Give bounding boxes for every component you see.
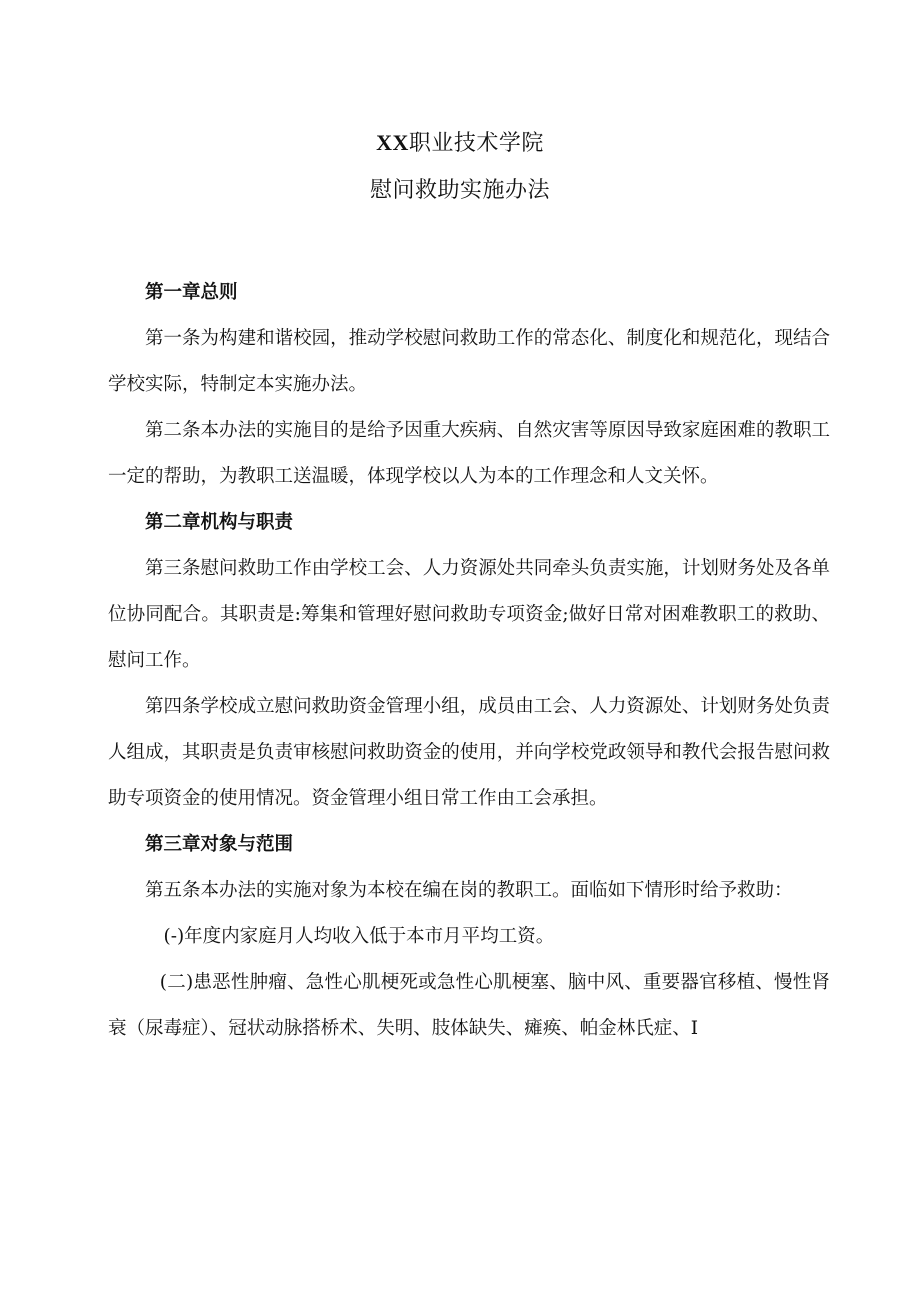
title-rest: 职业技术学院 (408, 131, 544, 156)
article-5: 第五条本办法的实施对象为本校在编在岗的教职工。面临如下情形时给予救助： (145, 880, 793, 901)
chapter-3-heading: 第三章对象与范围 (145, 834, 294, 855)
document-title (0, 128, 920, 159)
chapter-1-heading: 第一章总则 (145, 282, 238, 303)
article-2: 第二条本办法的实施目的是给予因重大疾病、自然灾害等原因导致家庭困难的教职工一定的帮助，为教职工送温暖，体现学校以人为本的工作理念和人文关怀。 (108, 420, 830, 487)
article-4: 第四条学校成立慰问救助资金管理小组，成员由工会、人力资源处、计划财务处负责人组成，其职责是负责审核慰问救助资金的使用，并向学校党政领导和教代会报告慰问救助专项资金的使用情况。资金管理小组日常工作由工会承担。 (108, 696, 830, 809)
list-item-2: (二)患恶性肿瘤、急性心肌梗死或急性心肌梗塞、脑中风、重要器官移植、慢性肾衰（尿毒症）、冠状动脉搭桥术、失明、肢体缺失、瘫痪、帕金林氏症、I (108, 972, 830, 1039)
chapter-2-heading: 第二章机构与职责 (145, 512, 294, 533)
article-1: 第一条为构建和谐校园，推动学校慰问救助工作的常态化、制度化和规范化，现结合学校实际，特制定本实施办法。 (108, 328, 830, 395)
document-body (108, 270, 830, 1052)
title-prefix: XX (376, 130, 409, 155)
article-3: 第三条慰问救助工作由学校工会、人力资源处共同牵头负责实施，计划财务处及各单位协同配合。其职责是:筹集和管理好慰问救助专项资金;做好日常对困难教职工的救助、慰问工作。 (108, 558, 830, 671)
document-subtitle: 慰问救助实施办法 (369, 178, 550, 203)
list-item-1: (-)年度内家庭月人均收入低于本市月平均工资。 (163, 926, 555, 947)
